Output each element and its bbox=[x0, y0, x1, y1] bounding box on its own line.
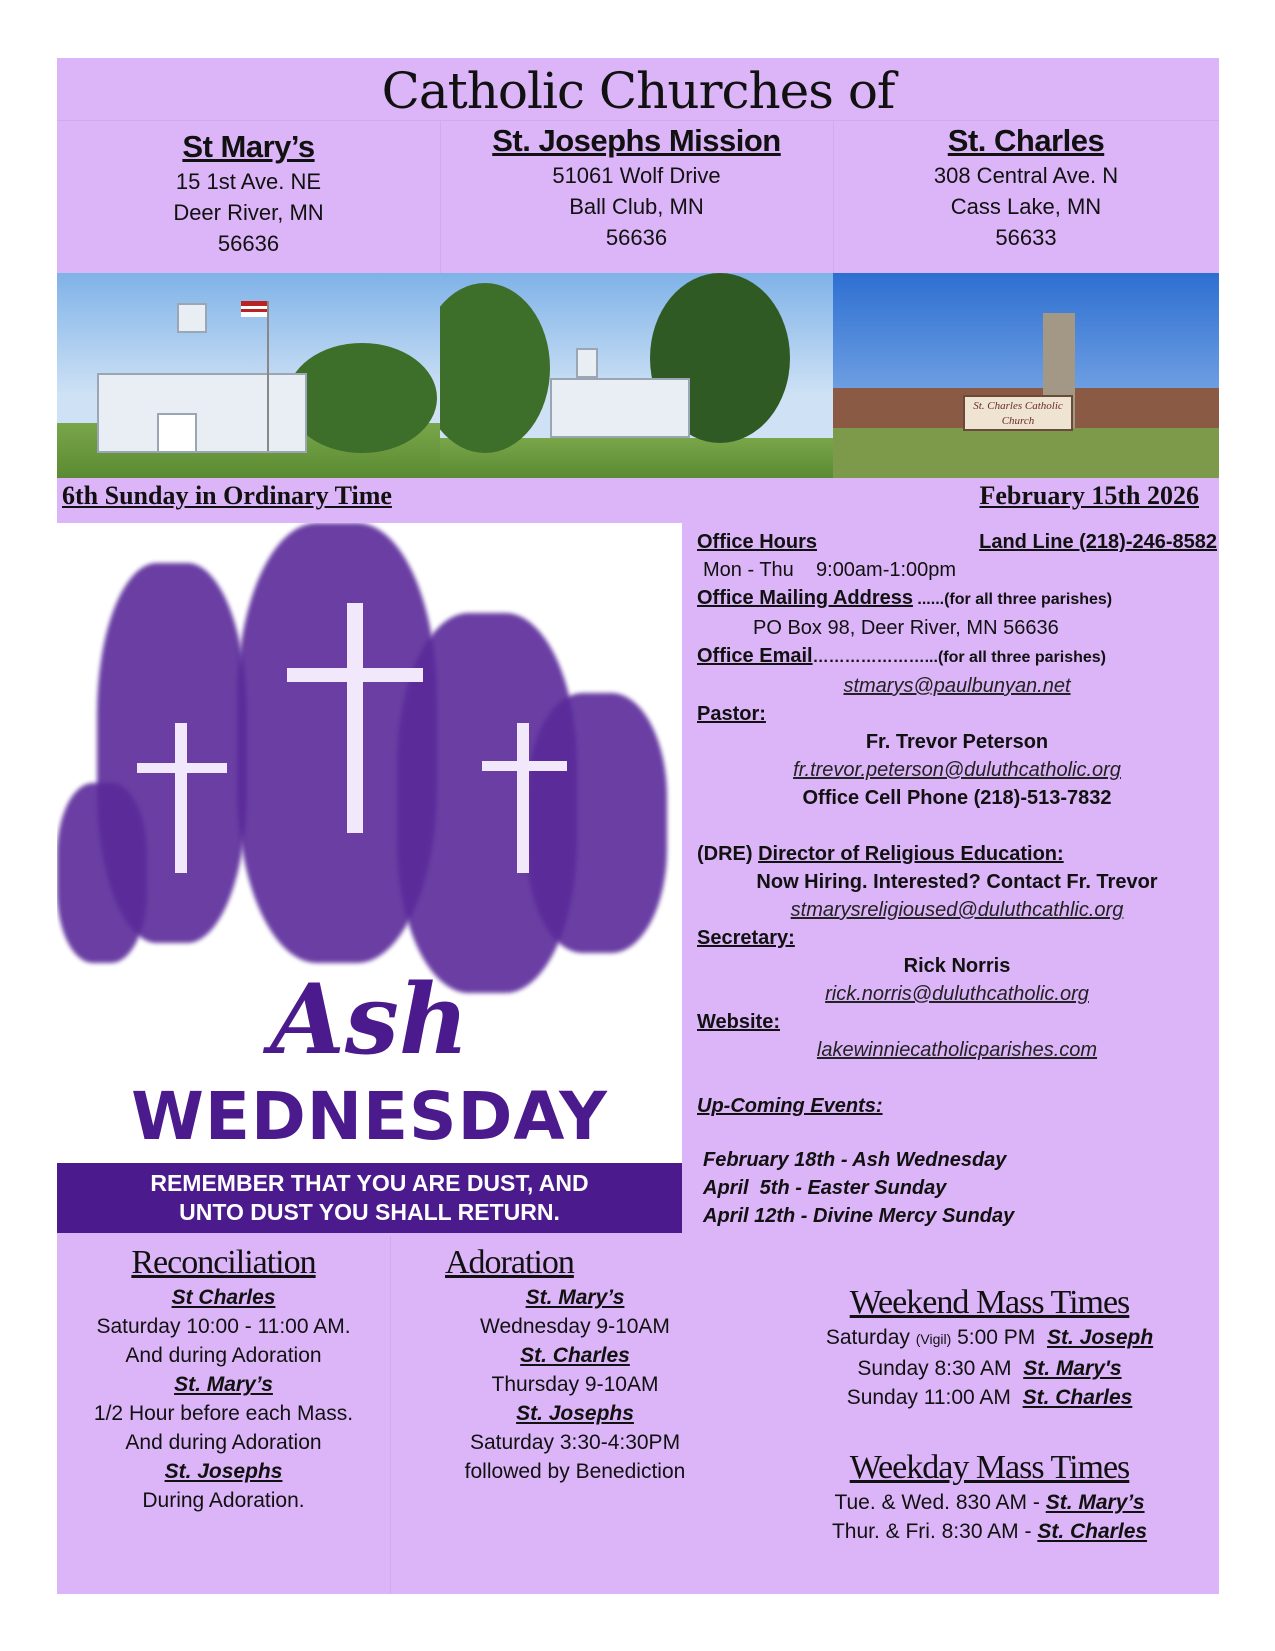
church-address: 308 Central Ave. N bbox=[933, 163, 1119, 188]
church-city: Deer River, MN bbox=[173, 200, 324, 225]
schedule-line: Saturday 10:00 - 11:00 AM. bbox=[96, 1315, 351, 1338]
schedule-line: Wednesday 9-10AM bbox=[480, 1315, 670, 1338]
vigil-note: (Vigil) bbox=[915, 1331, 952, 1347]
schedule-line: And during Adoration bbox=[125, 1431, 322, 1454]
mass-time: Thur. & Fri. 8:30 AM - bbox=[831, 1520, 1038, 1543]
dre-email-link[interactable]: stmarysreligioused@duluthcathlic.org bbox=[790, 899, 1124, 921]
mass-time: Sunday 11:00 AM bbox=[846, 1386, 1023, 1409]
pastor-phone: Office Cell Phone (218)-513-7832 bbox=[802, 787, 1112, 809]
secretary-email-link[interactable]: rick.norris@duluthcatholic.org bbox=[825, 983, 1089, 1005]
poster-banner bbox=[57, 1163, 682, 1233]
church-zip: 56633 bbox=[995, 225, 1057, 250]
office-hours-label: Office Hours bbox=[697, 531, 818, 553]
events-label: Up-Coming Events: bbox=[697, 1095, 883, 1117]
photo-st-charles bbox=[833, 273, 1219, 478]
photo-st-marys bbox=[57, 273, 440, 478]
section-title: Reconciliation bbox=[131, 1244, 316, 1281]
mass-parish: St. Charles bbox=[1022, 1386, 1133, 1409]
church-st-marys bbox=[57, 128, 440, 259]
church-name: St Mary’s bbox=[182, 129, 315, 164]
pastor-email-link[interactable]: fr.trevor.peterson@duluthcatholic.org bbox=[793, 759, 1121, 781]
mass-time: Tue. & Wed. 830 AM - bbox=[834, 1491, 1046, 1514]
parish-label: St. Josephs bbox=[164, 1460, 283, 1483]
church-city: Ball Club, MN bbox=[569, 194, 704, 219]
divider bbox=[57, 120, 1219, 121]
church-address: 15 1st Ave. NE bbox=[175, 169, 322, 194]
schedule-line: 1/2 Hour before each Mass. bbox=[93, 1402, 354, 1425]
parish-label: St. Mary’s bbox=[174, 1373, 273, 1396]
photo-st-josephs bbox=[440, 273, 833, 478]
mailing-label: Office Mailing Address bbox=[697, 587, 913, 609]
church-name: St. Charles bbox=[947, 123, 1105, 158]
mass-day: Saturday bbox=[825, 1326, 916, 1349]
office-info bbox=[697, 528, 1217, 1230]
poster-wednesday-text: WEDNESDAY bbox=[131, 1078, 608, 1155]
adoration-section bbox=[390, 1243, 760, 1486]
section-title: Weekday Mass Times bbox=[849, 1449, 1130, 1486]
mass-parish: St. Mary’s bbox=[1045, 1491, 1145, 1514]
reconciliation-section bbox=[57, 1243, 390, 1515]
section-title: Weekend Mass Times bbox=[849, 1284, 1130, 1321]
website-link[interactable]: lakewinniecatholicparishes.com bbox=[816, 1039, 1098, 1061]
page-title: Catholic Churches of bbox=[381, 62, 895, 120]
cross-icon bbox=[517, 723, 529, 873]
mailing-note: ......(for all three parishes) bbox=[912, 591, 1113, 608]
mass-time: 5:00 PM bbox=[951, 1326, 1047, 1349]
secretary-label: Secretary: bbox=[697, 927, 795, 949]
schedule-line: And during Adoration bbox=[125, 1344, 322, 1367]
ash-wednesday-poster bbox=[57, 523, 682, 1233]
mailing-address: PO Box 98, Deer River, MN 56636 bbox=[753, 617, 1059, 639]
church-address: 51061 Wolf Drive bbox=[552, 163, 721, 188]
parish-label: St. Charles bbox=[520, 1344, 630, 1367]
church-zip: 56636 bbox=[217, 231, 280, 256]
secretary-name: Rick Norris bbox=[903, 955, 1011, 977]
bulletin-page bbox=[57, 58, 1219, 1594]
poster-ash-text: Ash bbox=[270, 963, 469, 1076]
church-city: Cass Lake, MN bbox=[950, 194, 1102, 219]
dre-prefix: (DRE) bbox=[697, 843, 759, 865]
schedule-line: During Adoration. bbox=[142, 1489, 305, 1512]
cross-icon bbox=[175, 723, 187, 873]
poster-line: REMEMBER THAT YOU ARE DUST, AND bbox=[150, 1170, 589, 1196]
pastor-name: Fr. Trevor Peterson bbox=[865, 731, 1049, 753]
event-item: April 5th - Easter Sunday bbox=[703, 1177, 947, 1199]
church-sign: St. Charles Catholic Church bbox=[963, 395, 1073, 431]
mass-parish: St. Charles bbox=[1037, 1520, 1148, 1543]
poster-line: UNTO DUST YOU SHALL RETURN. bbox=[179, 1199, 560, 1225]
event-item: April 12th - Divine Mercy Sunday bbox=[703, 1205, 1015, 1227]
cross-icon bbox=[347, 603, 363, 833]
schedule-line: followed by Benediction bbox=[464, 1460, 686, 1483]
section-title: Adoration bbox=[445, 1244, 574, 1281]
dre-text: Now Hiring. Interested? Contact Fr. Trevor bbox=[756, 871, 1158, 893]
pastor-label: Pastor: bbox=[697, 703, 766, 725]
bulletin-date: February 15th 2026 bbox=[979, 481, 1199, 510]
mass-parish: St. Joseph bbox=[1046, 1326, 1154, 1349]
office-hours: Mon - Thu 9:00am-1:00pm bbox=[703, 559, 957, 581]
divider bbox=[440, 120, 441, 273]
weekday-mass-section bbox=[760, 1448, 1219, 1546]
dre-label: Director of Religious Education: bbox=[758, 843, 1064, 865]
church-st-charles bbox=[833, 122, 1219, 253]
church-zip: 56636 bbox=[605, 225, 668, 250]
parish-label: St. Mary’s bbox=[525, 1286, 625, 1309]
email-label: Office Email bbox=[697, 645, 813, 667]
parish-label: St Charles bbox=[171, 1286, 276, 1309]
divider bbox=[833, 120, 834, 273]
email-note: …………………...(for all three parishes) bbox=[812, 649, 1106, 666]
mass-time: Sunday 8:30 AM bbox=[857, 1357, 1024, 1380]
schedule-line: Saturday 3:30-4:30PM bbox=[469, 1431, 681, 1454]
church-name: St. Josephs Mission bbox=[492, 123, 781, 158]
church-st-josephs bbox=[440, 122, 833, 253]
website-label: Website: bbox=[697, 1011, 780, 1033]
event-item: February 18th - Ash Wednesday bbox=[703, 1149, 1007, 1171]
landline: Land Line (218)-246-8582 bbox=[979, 531, 1217, 553]
schedule-line: Thursday 9-10AM bbox=[491, 1373, 659, 1396]
office-email-link[interactable]: stmarys@paulbunyan.net bbox=[843, 675, 1071, 697]
weekend-mass-section bbox=[760, 1283, 1219, 1412]
parish-label: St. Josephs bbox=[516, 1402, 634, 1425]
liturgical-day: 6th Sunday in Ordinary Time bbox=[62, 481, 392, 510]
mass-parish: St. Mary's bbox=[1023, 1357, 1122, 1380]
